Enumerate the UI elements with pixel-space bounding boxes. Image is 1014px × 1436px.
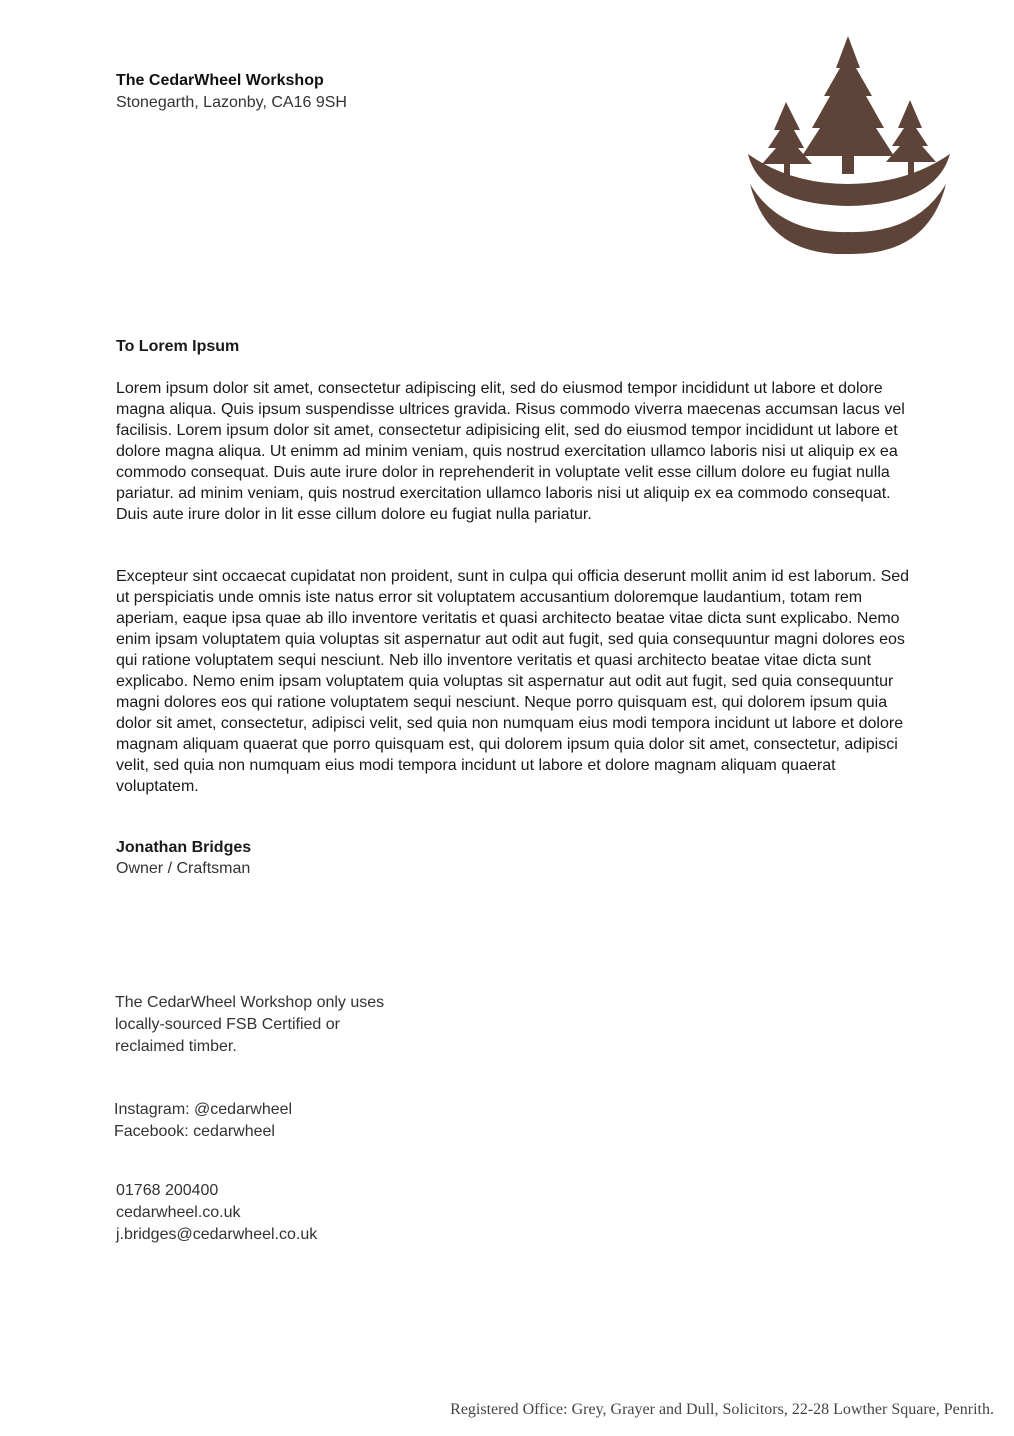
sender-block <box>116 70 347 114</box>
phone-number: 01768 200400 <box>116 1182 219 1199</box>
signature-block <box>116 837 251 879</box>
timber-note <box>115 992 415 1058</box>
company-address: Stonegarth, Lazonby, CA16 9SH <box>116 94 347 111</box>
social-links <box>114 1099 292 1143</box>
timber-note-line: The CedarWheel Workshop only uses <box>115 994 385 1011</box>
timber-note-line: reclaimed timber. <box>115 1038 237 1055</box>
tree-logo-icon <box>740 34 956 256</box>
company-name: The CedarWheel Workshop <box>116 72 324 89</box>
recipient-line: To Lorem Ipsum <box>116 338 240 355</box>
registered-office-footer: Registered Office: Grey, Grayer and Dull, Solicitors, 22-28 Lowther Square, Penrith. <box>450 1401 994 1418</box>
body-paragraph-1: Lorem ipsum dolor sit amet, consectetur adipiscing elit, sed do eiusmod tempor incididunt ut labore et dolore magna aliqua. Quis ipsum suspendisse ultrices gravida. Risus commodo viverra maecenas accumsan lacus vel facilisis. Lorem ipsum dolor sit amet, consectetur adipisicing elit, sed do eiusmod tempor incididunt ut labore et dolore magna aliqua. Ut enimm ad minim veniam, quis nostrud exercitation ullamco laboris nisi ut aliquip ex ea commodo consequat. Duis aute irure dolor in reprehenderit in voluptate velit esse cillum dolore eu fugiat nulla pariatur. ad minim veniam, quis nostrud exercitation ullamco laboris nisi ut aliquip ex ea commodo consequat. Duis aute irure dolor in lit esse cillum dolore eu fugiat nulla pariatur. <box>116 380 905 523</box>
signer-title: Owner / Craftsman <box>116 860 251 877</box>
website: cedarwheel.co.uk <box>116 1204 241 1221</box>
contact-details <box>116 1180 317 1246</box>
timber-note-line: locally-sourced FSB Certified or <box>115 1016 340 1033</box>
body-paragraph-2: Excepteur sint occaecat cupidatat non proident, sunt in culpa qui officia deserunt mollit anim id est laborum. Sed ut perspiciatis unde omnis iste natus error sit voluptatem accusantium doloremque laudantium, totam rem aperiam, eaque ipsa quae ab illo inventore veritatis et quasi architecto beatae vitae dicta sunt explicabo. Nemo enim ipsam voluptatem quia voluptas sit aspernatur aut odit aut fugit, sed quia consequuntur magni dolores eos qui ratione voluptatem sequi nesciunt. Neb illo inventore veritatis et quasi architecto beatae vitae dicta sunt explicabo. Nemo enim ipsam voluptatem quia voluptas sit aspernatur aut odit aut fugit, sed quia consequuntur magni dolores eos qui ratione voluptatem sequi nesciunt. Neque porro quisquam est, qui dolorem ipsum quia dolor sit amet, consectetur, adipisci velit, sed quia non numquam eius modi tempora incidunt ut labore et dolore magnam aliquam quaerat que porro quisquam est, qui dolorem ipsum quia dolor sit amet, consectetur, adipisci velit, sed quia non numquam eius modi tempora incidunt ut labore et dolore magnam aliquam quaerat voluptatem. <box>116 568 910 795</box>
facebook-handle: Facebook: cedarwheel <box>114 1123 275 1140</box>
signer-name: Jonathan Bridges <box>116 839 252 856</box>
email-address: j.bridges@cedarwheel.co.uk <box>116 1226 318 1243</box>
instagram-handle: Instagram: @cedarwheel <box>114 1101 293 1118</box>
